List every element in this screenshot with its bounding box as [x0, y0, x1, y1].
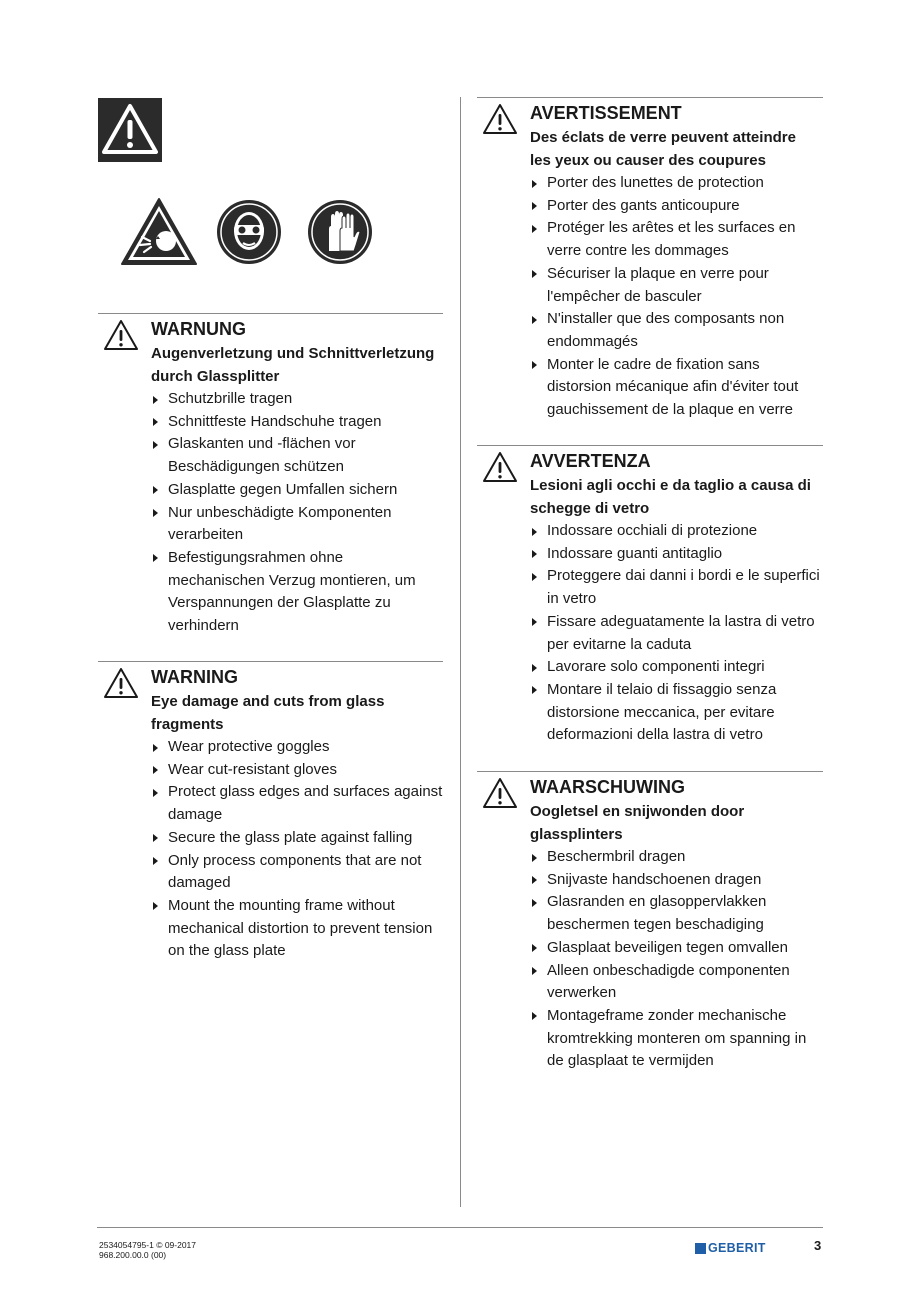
- bullet-arrow-icon: [532, 876, 537, 884]
- instruction-item: [151, 736, 443, 759]
- warning-triangle-icon: [482, 451, 518, 483]
- bullet-arrow-icon: [532, 686, 537, 694]
- instruction-text: Only process components that are not damaged: [168, 851, 422, 892]
- bullet-arrow-icon: [153, 766, 158, 774]
- instruction-item: [530, 960, 823, 1005]
- section-subtitle: Augenverletzung und Schnittverletzung durch Glassplitter: [151, 345, 435, 385]
- bullet-arrow-icon: [532, 967, 537, 975]
- instruction-text: Glasplatte gegen Umfallen sichern: [168, 480, 398, 498]
- bullet-arrow-icon: [532, 944, 537, 952]
- bullet-arrow-icon: [153, 554, 158, 562]
- warning-triangle-icon: [103, 667, 139, 699]
- logo-square-icon: [695, 1243, 706, 1254]
- section-rule: [477, 97, 823, 98]
- section-subtitle: Eye damage and cuts from glass fragments: [151, 693, 385, 733]
- bullet-arrow-icon: [532, 854, 537, 862]
- bullet-arrow-icon: [153, 396, 158, 404]
- instruction-item: [151, 479, 443, 502]
- instruction-item: [151, 502, 443, 547]
- instruction-list: [530, 520, 823, 747]
- section-title: AVVERTENZA: [530, 451, 651, 471]
- instruction-text: Mount the mounting frame without mechanical distortion to prevent tension on the glass plate: [168, 896, 433, 960]
- instruction-text: Schutzbrille tragen: [168, 390, 293, 407]
- instruction-text: Monter le cadre de fixation sans distorsion mécanique afin d'éviter tout gauchissement de la plaque en verre: [547, 355, 799, 419]
- section-subtitle: Des éclats de verre peuvent atteindre les yeux ou causer des coupures: [530, 129, 796, 169]
- instruction-list: [151, 388, 443, 638]
- instruction-text: Wear protective goggles: [168, 738, 330, 755]
- instruction-item: [151, 781, 443, 826]
- section-rule: [477, 771, 823, 772]
- section-subtitle: Oogletsel en snijwonden door glassplinters: [530, 803, 745, 843]
- instruction-text: Protect glass edges and surfaces against damage: [168, 783, 443, 824]
- document-id-line-2: 968.200.00.0 (00): [99, 1250, 167, 1260]
- bullet-arrow-icon: [532, 664, 537, 672]
- document-id-line-1: 2534054795-1 © 09-2017: [99, 1240, 197, 1250]
- instruction-text: Proteggere dai danni i bordi e le superfici in vetro: [547, 567, 820, 608]
- instruction-text: Sécuriser la plaque en verre pour l'empêcher de basculer: [547, 264, 769, 305]
- instruction-item: [151, 388, 443, 411]
- instruction-item: [151, 759, 443, 782]
- bullet-arrow-icon: [532, 1012, 537, 1020]
- instruction-text: Beschermbril dragen: [547, 848, 686, 865]
- bullet-arrow-icon: [532, 899, 537, 907]
- instruction-text: Glaskanten und -flächen vor Beschädigungen schützen: [168, 435, 356, 476]
- instruction-text: Montare il telaio di fissaggio senza distorsione meccanica, per evitare deformazioni della lastra di vetro: [547, 680, 777, 744]
- column-divider: [460, 97, 461, 1207]
- instruction-text: Nur unbeschädigte Komponenten verarbeiten: [168, 503, 392, 544]
- instruction-item: [530, 543, 823, 566]
- instruction-text: Porter des lunettes de protection: [547, 174, 764, 191]
- section-title: WARNUNG: [151, 319, 246, 339]
- instruction-text: Porter des gants anticoupure: [547, 196, 740, 214]
- instruction-text: Glasranden en glasoppervlakken beschermen tegen beschadiging: [547, 893, 767, 934]
- bullet-arrow-icon: [532, 618, 537, 626]
- bullet-arrow-icon: [532, 361, 537, 369]
- geberit-logo: [695, 1241, 766, 1255]
- page-number: 3: [814, 1238, 822, 1253]
- bullet-arrow-icon: [153, 834, 158, 842]
- bullet-arrow-icon: [153, 418, 158, 426]
- warning-triangle-icon: [482, 777, 518, 809]
- instruction-text: Secure the glass plate against falling: [168, 828, 413, 846]
- bullet-arrow-icon: [153, 789, 158, 797]
- hazard-warning-icon: [98, 98, 162, 162]
- instruction-text: Alleen onbeschadigde componenten verwerken: [547, 961, 790, 1002]
- instruction-item: [530, 1005, 823, 1073]
- bullet-arrow-icon: [532, 573, 537, 581]
- instruction-item: [151, 411, 443, 434]
- instruction-item: [151, 895, 443, 963]
- instruction-item: [530, 565, 823, 610]
- flying-fragments-warning-icon: [120, 197, 198, 267]
- logo-text: GEBERIT: [708, 1241, 766, 1255]
- bullet-arrow-icon: [153, 857, 158, 865]
- wear-goggles-icon: [216, 199, 282, 265]
- bullet-arrow-icon: [153, 902, 158, 910]
- instruction-item: [530, 679, 823, 747]
- instruction-item: [530, 520, 823, 543]
- section-rule: [98, 661, 443, 662]
- instruction-item: [151, 827, 443, 850]
- bullet-arrow-icon: [532, 180, 537, 188]
- document-id: [99, 1240, 196, 1260]
- instruction-text: Indossare occhiali di protezione: [547, 522, 758, 539]
- instruction-list: [530, 172, 823, 422]
- instruction-text: Snijvaste handschoenen dragen: [547, 870, 762, 888]
- bullet-arrow-icon: [532, 270, 537, 278]
- instruction-item: [530, 263, 823, 308]
- instruction-text: Montageframe zonder mechanische kromtrekking monteren om spanning in de glasplaat te vermijden: [547, 1006, 807, 1070]
- bullet-arrow-icon: [153, 486, 158, 494]
- instruction-item: [530, 891, 823, 936]
- instruction-item: [530, 846, 823, 869]
- instruction-item: [530, 195, 823, 218]
- instruction-item: [530, 308, 823, 353]
- bullet-arrow-icon: [532, 225, 537, 233]
- instruction-text: Glasplaat beveiligen tegen omvallen: [547, 938, 788, 956]
- instruction-text: Schnittfeste Handschuhe tragen: [168, 412, 382, 430]
- instruction-text: Fissare adeguatamente la lastra di vetro per evitarne la caduta: [547, 612, 815, 653]
- instruction-item: [530, 656, 823, 679]
- bullet-arrow-icon: [153, 441, 158, 449]
- instruction-text: Protéger les arêtes et les surfaces en verre contre les dommages: [547, 219, 796, 260]
- instruction-item: [530, 611, 823, 656]
- section-rule: [98, 313, 443, 314]
- bullet-arrow-icon: [532, 316, 537, 324]
- bullet-arrow-icon: [532, 528, 537, 536]
- instruction-item: [151, 850, 443, 895]
- instruction-item: [151, 433, 443, 478]
- instruction-item: [530, 354, 823, 422]
- footer-rule: [97, 1227, 823, 1228]
- section-rule: [477, 445, 823, 446]
- section-subtitle: Lesioni agli occhi e da taglio a causa di schegge di vetro: [530, 477, 811, 517]
- instruction-text: Lavorare solo componenti integri: [547, 658, 765, 676]
- instruction-text: Wear cut-resistant gloves: [168, 760, 337, 778]
- instruction-text: N'installer que des composants non endommagés: [547, 310, 785, 350]
- instruction-list: [530, 846, 823, 1073]
- instruction-item: [530, 172, 823, 195]
- section-title: AVERTISSEMENT: [530, 103, 682, 123]
- bullet-arrow-icon: [532, 202, 537, 210]
- instruction-item: [530, 869, 823, 892]
- section-title: WAARSCHUWING: [530, 777, 685, 797]
- wear-gloves-icon: [307, 199, 373, 265]
- instruction-item: [530, 217, 823, 262]
- instruction-text: Indossare guanti antitaglio: [547, 544, 723, 562]
- instruction-item: [151, 547, 443, 638]
- warning-triangle-icon: [482, 103, 518, 135]
- bullet-arrow-icon: [153, 509, 158, 517]
- warning-triangle-icon: [103, 319, 139, 351]
- instruction-text: Befestigungsrahmen ohne mechanischen Verzug montieren, um Verspannungen der Glasplatte zu verhindern: [168, 548, 416, 635]
- instruction-item: [530, 937, 823, 960]
- bullet-arrow-icon: [153, 744, 158, 752]
- bullet-arrow-icon: [532, 550, 537, 558]
- section-title: WARNING: [151, 667, 238, 687]
- instruction-list: [151, 736, 443, 963]
